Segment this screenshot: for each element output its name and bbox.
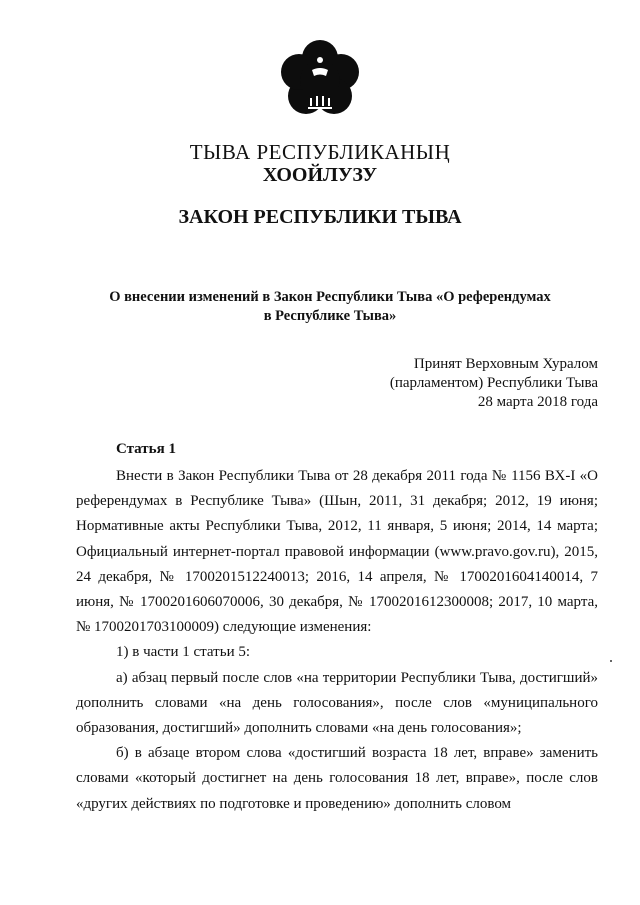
adoption-line-2: (парламентом) Республики Тыва bbox=[389, 375, 598, 391]
paragraph-intro: Внести в Закон Республики Тыва от 28 декабря 2011 года № 1156 ВХ-I «О референдумах в Республике Тыва» (Шын, 2011, 31 декабря; 2012, 19 июня; Нормативные акты Республики Тыва, 2012, 11 января, 5 июня; 2014, 14 марта; Официальный интернет-портал правовой информации (www.pravo.gov.ru), 2015, 24 декабря, № 1700201512240013; 2016, 14 апреля, № 1700201604140014, 7 июня, № 1700201606070006, 30 декабря, № 1700201612300008; 2017, 10 марта, № 1700201703100009) следующие изменения: bbox=[76, 468, 598, 636]
adoption-date: 28 марта 2018 года bbox=[477, 394, 598, 410]
article-body bbox=[76, 464, 598, 817]
adoption-line-1: Принят Верховным Хуралом bbox=[413, 356, 598, 372]
paragraph-item-1: 1) в части 1 статьи 5: bbox=[116, 644, 251, 661]
paragraph-item-b: б) в абзаце втором слова «достигший возраста 18 лет, вправе» заменить словами «который достигнет на день голосования 18 лет, вправе», после слов «других действиях по подготовке и проведению» дополнить словом bbox=[76, 745, 598, 812]
emblem-icon bbox=[276, 36, 364, 124]
article-heading: Статья 1 bbox=[116, 441, 176, 457]
law-heading: ЗАКОН РЕСПУБЛИКИ ТЫВА bbox=[178, 206, 462, 228]
law-title bbox=[90, 288, 570, 326]
law-title-line-2: в Республике Тыва» bbox=[263, 308, 397, 324]
header-line-2: ХООЙЛУЗУ bbox=[262, 164, 378, 186]
paragraph-item-a: а) абзац первый после слов «на территории Республики Тыва, достигший» дополнить словами «на день голосования», после слов «муниципального образования, достигший» дополнить словами «на день голосования»; bbox=[76, 669, 598, 737]
scan-speck bbox=[610, 660, 612, 662]
law-title-line-1: О внесении изменений в Закон Республики Тыва «О референдумах bbox=[109, 289, 551, 305]
header-line-1: ТЫВА РЕСПУБЛИКАНЫҢ bbox=[189, 140, 451, 164]
adoption-note bbox=[390, 355, 598, 412]
